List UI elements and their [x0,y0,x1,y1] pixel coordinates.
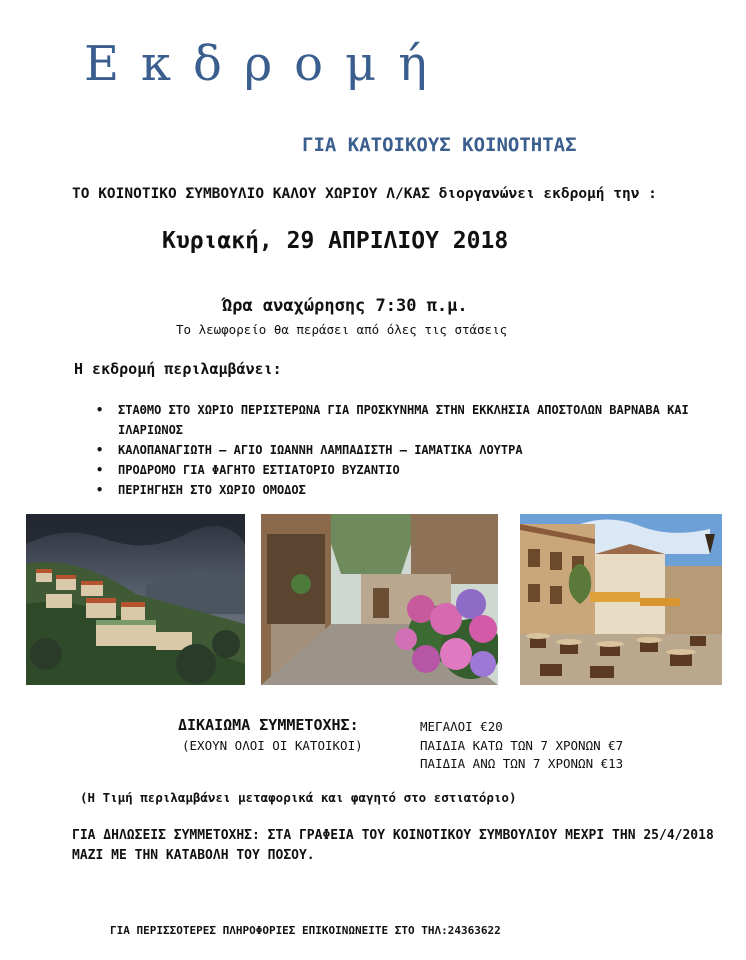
contact-info: ΓΙΑ ΠΕΡΙΣΣΟΤΕΡΕΣ ΠΛΗΡΟΦΟΡΙΕΣ ΕΠΙΚΟΙΝΩΝΕΙΤΕ ΣΤΟ ΤΗΛ:24363622 [110,924,501,937]
participation-fee-note: (ΕΧΟΥΝ ΟΛΟΙ ΟΙ ΚΑΤΟΙΚΟΙ) [182,738,363,753]
fee-children-over-7: ΠΑΙΔΙΑ ΑΝΩ ΤΩΝ 7 ΧΡΟΝΩΝ €13 [420,756,624,771]
courtyard-hydrangea-photo [261,514,498,685]
fee-children-under-7: ΠΑΙΔΙΑ ΚΑΤΩ ΤΩΝ 7 ΧΡΟΝΩΝ €7 [420,738,624,753]
includes-heading: Η εκδρομή περιλαμβάνει: [74,360,282,378]
stops-note: Το λεωφορείο θα περάσει από όλες τις στάσεις [176,322,508,337]
list-item: • ΚΑΛΟΠΑΝΑΓΙΩΤΗ – ΑΓΙΟ ΙΩΑΝΝΗ ΛΑΜΠΑΔΙΣΤΗ – ΙΑΜΑΤΙΚΑ ΛΟΥΤΡΑ [96,440,696,460]
flyer-title: Εκδρομή [84,36,450,92]
intro-text: ΤΟ ΚΟΙΝΟΤΙΚΟ ΣΥΜΒΟΥΛΙΟ ΚΑΛΟΥ ΧΩΡΙΟΥ Λ/ΚΑΣ διοργανώνει εκδρομή την : [72,186,657,202]
list-item: • ΠΕΡΙΗΓΗΣΗ ΣΤΟ ΧΩΡΙΟ ΟΜΟΔΟΣ [96,480,696,500]
village-mountain-photo [26,514,245,685]
includes-list [96,400,696,500]
flyer-subtitle: ΓΙΑ ΚΑΤΟΙΚΟΥΣ ΚΟΙΝΟΤΗΤΑΣ [302,134,577,156]
participation-fee-label: ΔΙΚΑΙΩΜΑ ΣΥΜΜΕΤΟΧΗΣ: [178,716,359,734]
list-item: • ΠΡΟΔΡΟΜΟ ΓΙΑ ΦΑΓΗΤΟ ΕΣΤΙΑΤΟΡΙΟ ΒΥΖΑΝΤΙΟ [96,460,696,480]
fee-adults: ΜΕΓΑΛΟΙ €20 [420,719,503,734]
trip-date: Κυριακή, 29 ΑΠΡΙΛΙΟΥ 2018 [162,228,509,254]
price-includes-note: (Η Τιμή περιλαμβάνει μεταφορικά και φαγητό στο εστιατόριο) [80,790,517,805]
list-item: • ΣΤΑΘΜΟ ΣΤΟ ΧΩΡΙΟ ΠΕΡΙΣΤΕΡΩΝΑ ΓΙΑ ΠΡΟΣΚΥΝΗΜΑ ΣΤΗΝ ΕΚΚΛΗΣΙΑ ΑΠΟΣΤΟΛΩΝ ΒΑΡΝΑΒΑ ΚΑΙ ΙΛΑΡΙΩΝΟΣ [96,400,696,440]
registration-info: ΓΙΑ ΔΗΛΩΣΕΙΣ ΣΥΜΜΕΤΟΧΗΣ: ΣΤΑ ΓΡΑΦΕΙΑ ΤΟΥ ΚΟΙΝΟΤΙΚΟΥ ΣΥΜΒΟΥΛΙΟΥ ΜΕΧΡΙ ΤΗΝ 25/4/2018 ΜΑΖΙ ΜΕ ΤΗΝ ΚΑΤΑΒΟΛΗ ΤΟΥ ΠΟΣΟΥ. [72,828,714,863]
departure-time: Ώρα αναχώρησης 7:30 π.μ. [222,296,468,316]
village-square-photo [520,514,722,685]
